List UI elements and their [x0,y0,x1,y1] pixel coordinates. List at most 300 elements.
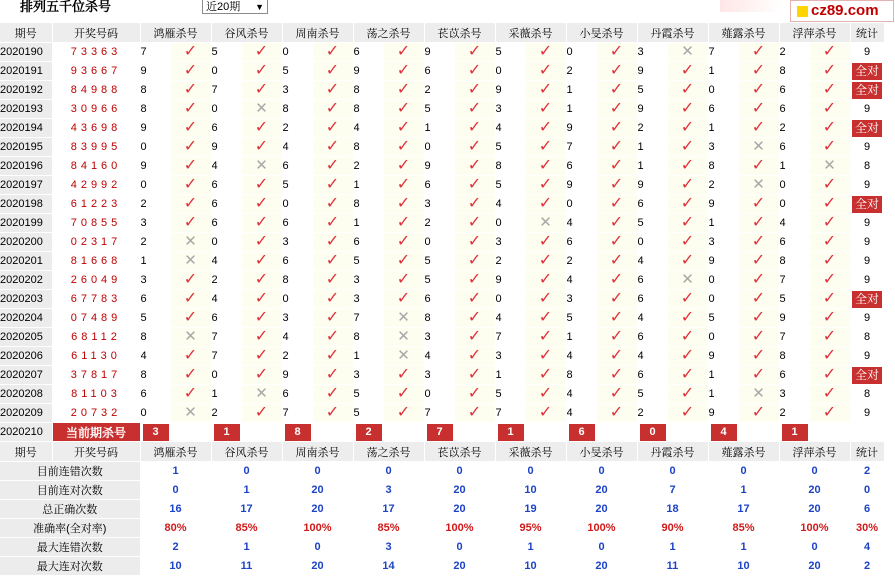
result-cell [241,138,282,157]
result-cell [738,366,779,385]
check-icon: ✓ [751,271,766,288]
check-icon: ✓ [325,233,340,250]
kill-number-cell: 5 [637,81,667,100]
check-icon: ✓ [325,119,340,136]
kill-number-cell: 1 [353,214,383,233]
col-header-method: 谷风杀号 [211,23,282,43]
check-icon: ✓ [609,252,624,269]
kill-number-cell: 3 [353,271,383,290]
check-icon: ✓ [183,309,198,326]
kill-number-cell: 0 [779,176,809,195]
kill-number-cell: 8 [353,81,383,100]
result-cell [454,214,495,233]
kill-number-cell: 6 [637,366,667,385]
kill-number-cell: 5 [424,252,454,271]
period-cell: 2020208 [0,385,52,404]
result-cell [312,347,353,366]
result-cell [525,233,566,252]
summary-value: 95% [495,519,566,538]
result-cell [738,81,779,100]
col-header-method: 薤露杀号 [708,442,779,462]
current-kill-cell [637,423,667,442]
result-cell [809,290,850,309]
summary-value: 0 [495,462,566,481]
check-icon: ✓ [751,43,766,60]
table-row [0,214,884,233]
stat-value: 9 [863,350,871,362]
check-icon: ✓ [822,252,837,269]
kill-number-cell: 0 [140,404,170,423]
result-cell [809,81,850,100]
result-cell [241,100,282,119]
check-icon: ✓ [325,290,340,307]
result-cell [383,233,424,252]
kill-number-cell: 6 [637,271,667,290]
stat-value: 9 [863,46,871,58]
period-cell: 2020205 [0,328,52,347]
period-cell: 2020207 [0,366,52,385]
table-row [0,138,884,157]
check-icon: ✓ [254,328,269,345]
kill-number-cell: 0 [566,43,596,62]
kill-number-cell: 8 [779,62,809,81]
kill-number-cell: 9 [140,157,170,176]
result-cell [738,176,779,195]
cross-icon: ✕ [681,43,694,60]
result-cell [738,43,779,62]
col-header-method: 丹霞杀号 [637,442,708,462]
summary-value: 1 [708,538,779,557]
check-icon: ✓ [538,195,553,212]
kill-number-cell: 0 [211,100,241,119]
check-icon: ✓ [751,214,766,231]
current-kill-number: 1 [498,424,524,441]
kill-number-cell: 9 [282,366,312,385]
stat-value: 8 [863,331,871,343]
kill-number-cell: 6 [211,176,241,195]
kill-number-cell: 4 [566,385,596,404]
table-row [0,385,884,404]
decorative-banner [720,0,782,12]
result-cell [312,119,353,138]
col-header-stat: 统计 [850,23,884,43]
kill-number-cell: 4 [140,347,170,366]
cross-icon: ✕ [752,138,765,155]
check-icon: ✓ [396,119,411,136]
result-cell [312,366,353,385]
check-icon: ✓ [609,328,624,345]
check-icon: ✓ [609,309,624,326]
cross-icon: ✕ [397,328,410,345]
kill-number-cell: 6 [779,100,809,119]
kill-number-cell: 0 [211,62,241,81]
drawn-number-cell: 81103 [52,385,140,404]
result-cell [383,62,424,81]
summary-value: 0 [211,462,282,481]
result-cell [596,309,637,328]
kill-number-cell: 2 [424,81,454,100]
summary-row [0,462,884,481]
check-icon: ✓ [751,119,766,136]
check-icon: ✓ [467,157,482,174]
check-icon: ✓ [609,347,624,364]
check-icon: ✓ [467,214,482,231]
kill-number-cell: 6 [708,100,738,119]
current-empty-cell [312,423,353,442]
kill-number-cell: 6 [211,195,241,214]
kill-number-cell: 1 [637,138,667,157]
result-cell [383,290,424,309]
stat-cell [850,290,884,309]
check-icon: ✓ [467,271,482,288]
check-icon: ✓ [254,81,269,98]
result-cell [454,271,495,290]
check-icon: ✓ [467,366,482,383]
stat-value: 9 [863,407,871,419]
kill-number-cell: 1 [708,366,738,385]
result-cell [454,138,495,157]
table-row [0,347,884,366]
kill-number-cell: 7 [282,404,312,423]
drawn-number-cell: 67783 [52,290,140,309]
check-icon: ✓ [325,157,340,174]
check-icon: ✓ [467,404,482,421]
check-icon: ✓ [254,119,269,136]
summary-value: 17 [353,500,424,519]
check-icon: ✓ [680,404,695,421]
summary-value: 17 [211,500,282,519]
kill-number-cell: 3 [282,233,312,252]
result-cell [809,214,850,233]
kill-number-cell: 1 [353,176,383,195]
summary-row [0,538,884,557]
check-icon: ✓ [538,81,553,98]
check-icon: ✓ [822,176,837,193]
check-icon: ✓ [325,81,340,98]
kill-number-cell: 9 [708,195,738,214]
check-icon: ✓ [396,214,411,231]
check-icon: ✓ [822,347,837,364]
kill-number-cell: 2 [779,404,809,423]
result-cell [170,366,211,385]
check-icon: ✓ [538,290,553,307]
result-cell [525,290,566,309]
result-cell [525,195,566,214]
kill-number-cell: 8 [779,347,809,366]
check-icon: ✓ [467,347,482,364]
kill-number-cell: 5 [140,309,170,328]
summary-value: 10 [495,481,566,500]
range-select-value: 近20期 [206,1,241,13]
kill-number-cell: 9 [779,309,809,328]
current-period-cell: 2020210 [0,423,52,442]
check-icon: ✓ [538,43,553,60]
check-icon: ✓ [538,271,553,288]
kill-number-cell: 8 [140,100,170,119]
check-icon: ✓ [609,119,624,136]
check-icon: ✓ [538,366,553,383]
check-icon: ✓ [609,195,624,212]
result-cell [738,290,779,309]
check-icon: ✓ [467,252,482,269]
result-cell [525,176,566,195]
table-row [0,195,884,214]
result-cell [241,62,282,81]
result-cell [738,404,779,423]
kill-number-cell: 4 [353,119,383,138]
check-icon: ✓ [680,62,695,79]
kill-number-cell: 9 [637,62,667,81]
kill-number-cell: 1 [708,119,738,138]
summary-value: 1 [495,538,566,557]
drawn-number-cell: 68112 [52,328,140,347]
result-cell [454,309,495,328]
result-cell [809,347,850,366]
current-empty-cell [241,423,282,442]
kill-number-cell: 3 [424,366,454,385]
result-cell [738,252,779,271]
check-icon: ✓ [183,366,198,383]
summary-value: 10 [708,557,779,576]
result-cell [383,252,424,271]
kill-number-cell: 1 [779,157,809,176]
col-header-method: 浮萍杀号 [779,23,850,43]
check-icon: ✓ [751,347,766,364]
summary-value: 0 [140,481,211,500]
result-cell [170,176,211,195]
check-icon: ✓ [822,43,837,60]
kill-number-cell: 6 [282,214,312,233]
summary-stat: 2 [850,462,884,481]
check-icon: ✓ [396,290,411,307]
kill-number-cell: 2 [495,252,525,271]
result-cell [809,100,850,119]
result-cell [241,157,282,176]
summary-label: 准确率(全对率) [0,519,140,538]
check-icon: ✓ [396,176,411,193]
table-row [0,81,884,100]
kill-number-cell: 6 [211,309,241,328]
kill-number-cell: 7 [495,328,525,347]
result-cell [312,233,353,252]
result-cell [596,195,637,214]
result-cell [596,347,637,366]
result-cell [809,233,850,252]
result-cell [596,157,637,176]
cross-icon: ✕ [184,252,197,269]
drawn-number-cell: 84988 [52,81,140,100]
drawn-number-cell: 37817 [52,366,140,385]
stat-cell [850,347,884,366]
check-icon: ✓ [325,347,340,364]
kill-number-cell: 4 [282,138,312,157]
result-cell [383,309,424,328]
kill-number-cell: 0 [495,214,525,233]
kill-number-cell: 7 [566,138,596,157]
check-icon: ✓ [680,290,695,307]
result-cell [809,157,850,176]
kill-number-cell: 9 [424,43,454,62]
summary-stat: 30% [850,519,884,538]
result-cell [312,290,353,309]
check-icon: ✓ [396,81,411,98]
all-correct-badge: 全对 [852,120,882,137]
result-cell [383,366,424,385]
current-kill-number: 3 [143,424,169,441]
all-correct-badge: 全对 [852,82,882,99]
result-cell [667,347,708,366]
kill-number-cell: 6 [779,233,809,252]
check-icon: ✓ [609,404,624,421]
result-cell [525,62,566,81]
summary-value: 85% [708,519,779,538]
kill-number-cell: 4 [211,290,241,309]
check-icon: ✓ [183,271,198,288]
period-cell: 2020206 [0,347,52,366]
check-icon: ✓ [325,100,340,117]
check-icon: ✓ [396,100,411,117]
check-icon: ✓ [467,81,482,98]
kill-number-cell: 8 [282,271,312,290]
col-header-method: 苌苡杀号 [424,23,495,43]
kill-number-cell: 6 [637,328,667,347]
result-cell [809,43,850,62]
summary-value: 17 [708,500,779,519]
result-cell [454,195,495,214]
result-cell [383,385,424,404]
result-cell [383,404,424,423]
result-cell [170,214,211,233]
check-icon: ✓ [183,43,198,60]
check-icon: ✓ [396,195,411,212]
check-icon: ✓ [183,138,198,155]
summary-value: 100% [424,519,495,538]
check-icon: ✓ [751,100,766,117]
check-icon: ✓ [609,176,624,193]
check-icon: ✓ [822,290,837,307]
result-cell [525,157,566,176]
summary-value: 80% [140,519,211,538]
table-row [0,100,884,119]
kill-number-cell: 1 [708,385,738,404]
kill-number-cell: 7 [140,43,170,62]
check-icon: ✓ [467,290,482,307]
check-icon: ✓ [680,81,695,98]
result-cell [312,62,353,81]
check-icon: ✓ [325,138,340,155]
stat-cell [850,404,884,423]
result-cell [809,366,850,385]
stat-value: 9 [863,179,871,191]
check-icon: ✓ [538,328,553,345]
kill-number-cell: 4 [211,252,241,271]
check-icon: ✓ [325,176,340,193]
current-kill-cell [140,423,170,442]
kill-number-cell: 6 [140,385,170,404]
current-period-row [0,423,884,442]
kill-number-cell: 6 [637,290,667,309]
result-cell [170,233,211,252]
current-kill-cell [353,423,383,442]
drawn-number-cell: 93667 [52,62,140,81]
kill-number-cell: 3 [708,233,738,252]
table-row [0,404,884,423]
cross-icon: ✕ [255,385,268,402]
result-cell [383,347,424,366]
range-select[interactable] [202,0,268,14]
result-cell [667,157,708,176]
period-cell: 2020190 [0,43,52,62]
col-header-drawn: 开奖号码 [52,23,140,43]
period-cell: 2020193 [0,100,52,119]
stat-value: 9 [863,236,871,248]
current-kill-number: 2 [356,424,382,441]
stat-cell [850,138,884,157]
summary-value: 20 [282,557,353,576]
current-kill-label: 当前期杀号 [52,423,140,442]
result-cell [170,385,211,404]
summary-value: 20 [424,500,495,519]
summary-value: 100% [566,519,637,538]
stat-value: 9 [863,312,871,324]
kill-number-cell: 9 [495,271,525,290]
kill-number-cell: 1 [637,157,667,176]
col-header-stat: 统计 [850,442,884,462]
kill-number-cell: 6 [353,43,383,62]
check-icon: ✓ [254,252,269,269]
kill-number-table [0,23,885,576]
check-icon: ✓ [538,138,553,155]
check-icon: ✓ [325,62,340,79]
summary-value: 16 [140,500,211,519]
check-icon: ✓ [609,214,624,231]
result-cell [170,328,211,347]
result-cell [809,252,850,271]
kill-number-cell: 0 [424,385,454,404]
summary-stat: 0 [850,481,884,500]
kill-number-cell: 5 [353,404,383,423]
kill-number-cell: 6 [140,290,170,309]
kill-number-cell: 0 [637,233,667,252]
stat-cell [850,233,884,252]
col-header-method: 周南杀号 [282,23,353,43]
current-kill-cell [424,423,454,442]
check-icon: ✓ [183,176,198,193]
result-cell [312,81,353,100]
check-icon: ✓ [254,290,269,307]
check-icon: ✓ [325,252,340,269]
check-icon: ✓ [751,195,766,212]
result-cell [312,404,353,423]
kill-number-cell: 8 [424,309,454,328]
result-cell [809,385,850,404]
site-logo[interactable] [790,0,894,22]
check-icon: ✓ [396,404,411,421]
check-icon: ✓ [254,404,269,421]
result-cell [383,81,424,100]
period-cell: 2020202 [0,271,52,290]
stat-value: 9 [863,141,871,153]
drawn-number-cell: 73363 [52,43,140,62]
kill-number-cell: 6 [282,252,312,271]
cross-icon: ✕ [752,385,765,402]
check-icon: ✓ [822,233,837,250]
result-cell [596,100,637,119]
result-cell [525,404,566,423]
result-cell [170,119,211,138]
all-correct-badge: 全对 [852,63,882,80]
check-icon: ✓ [538,404,553,421]
